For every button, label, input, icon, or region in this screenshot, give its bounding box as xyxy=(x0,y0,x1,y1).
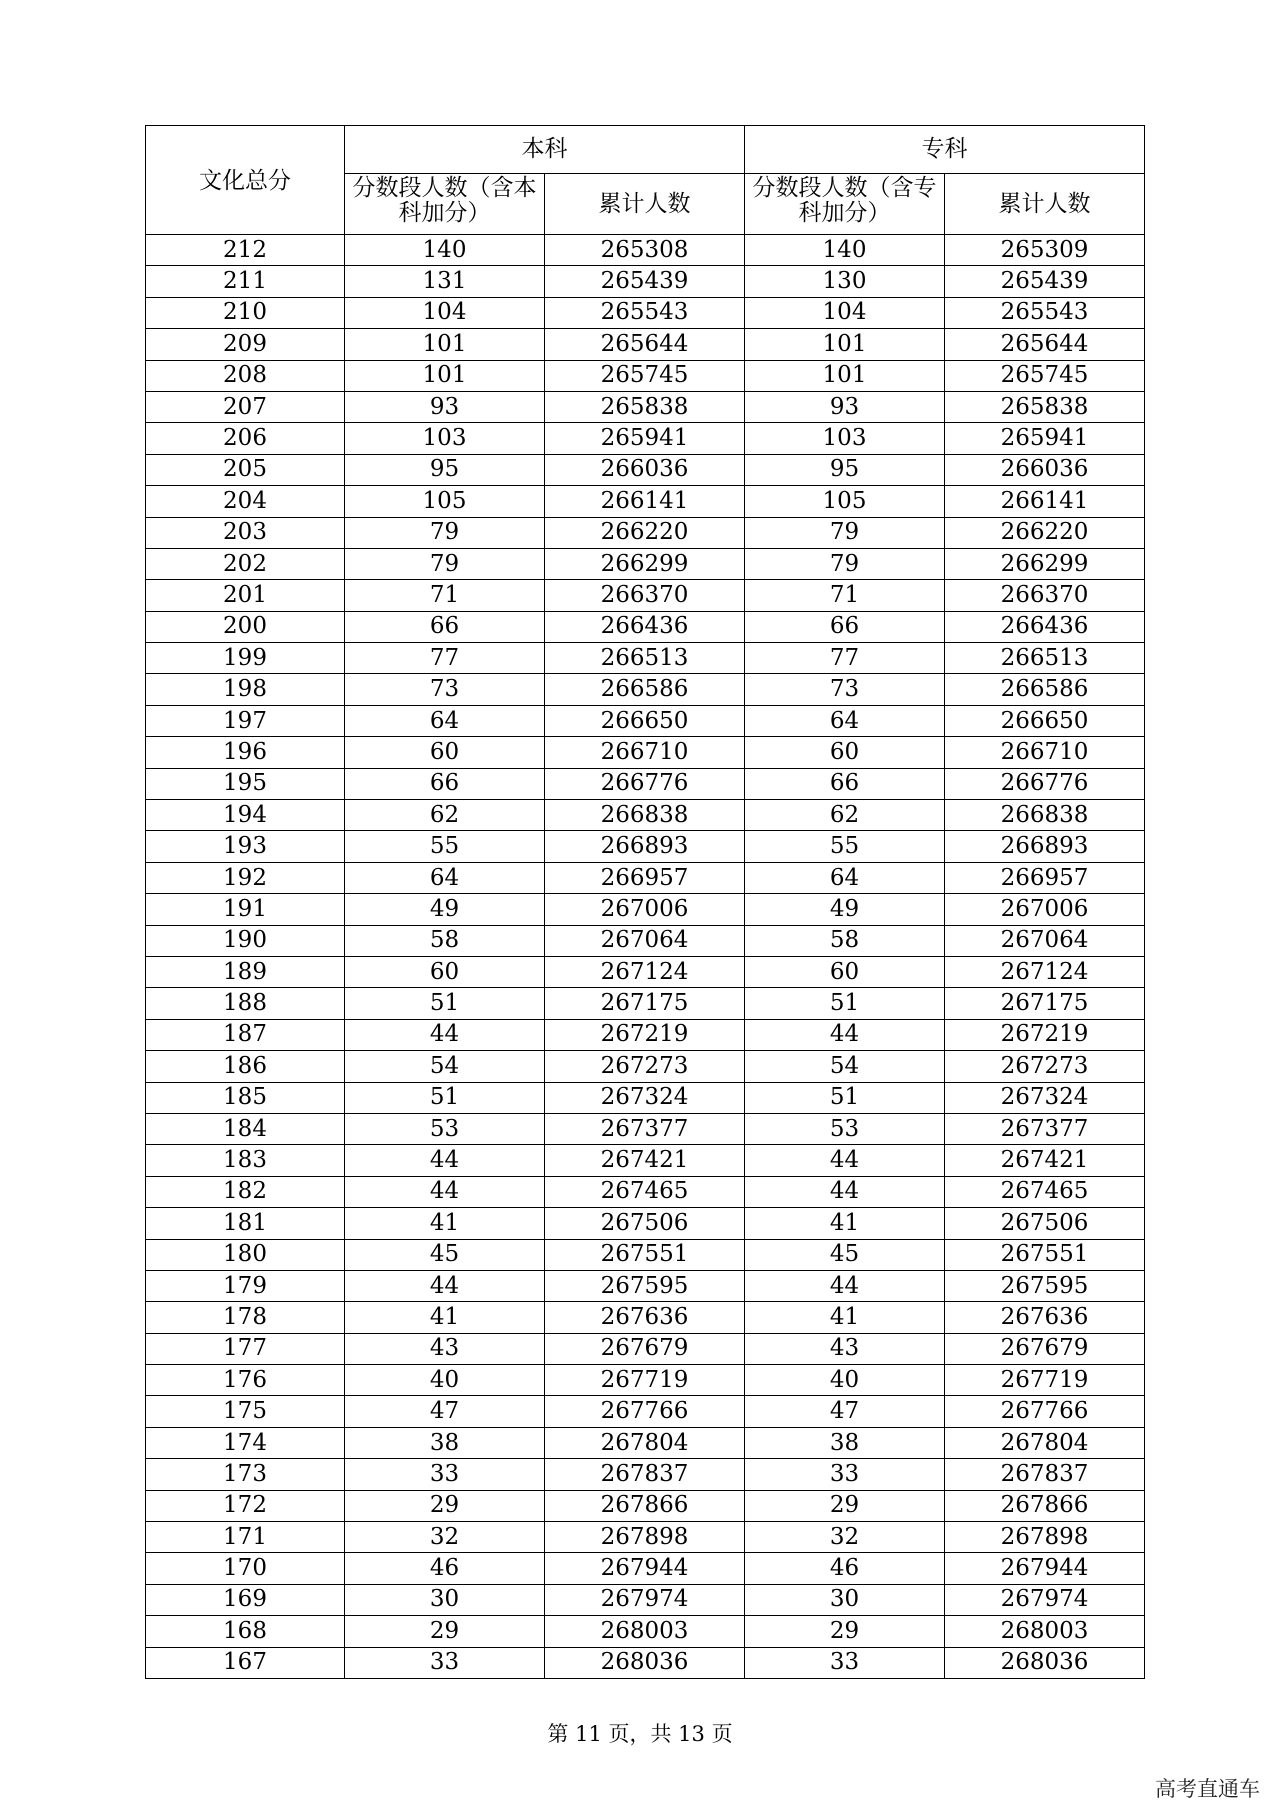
cell-undergrad-segment: 45 xyxy=(345,1239,545,1270)
table-row xyxy=(146,1333,1145,1364)
cell-score: 206 xyxy=(146,423,345,454)
cell-college-segment: 38 xyxy=(745,1427,945,1458)
cell-score: 198 xyxy=(146,674,345,705)
cell-undergrad-segment: 101 xyxy=(345,360,545,391)
table-row xyxy=(146,1396,1145,1427)
cell-undergrad-cumulative: 266838 xyxy=(545,800,745,831)
cell-score: 179 xyxy=(146,1270,345,1301)
cell-undergrad-segment: 43 xyxy=(345,1333,545,1364)
cell-college-cumulative: 266220 xyxy=(945,517,1145,548)
cell-college-cumulative: 267006 xyxy=(945,894,1145,925)
cell-college-cumulative: 266838 xyxy=(945,800,1145,831)
table-row xyxy=(146,486,1145,517)
cell-college-segment: 60 xyxy=(745,956,945,987)
cell-college-segment: 93 xyxy=(745,391,945,422)
cell-undergrad-cumulative: 267804 xyxy=(545,1427,745,1458)
cell-undergrad-cumulative: 266957 xyxy=(545,862,745,893)
cell-undergrad-segment: 101 xyxy=(345,329,545,360)
cell-undergrad-cumulative: 267465 xyxy=(545,1176,745,1207)
cell-undergrad-segment: 103 xyxy=(345,423,545,454)
table-row xyxy=(146,862,1145,893)
cell-score: 205 xyxy=(146,454,345,485)
cell-undergrad-cumulative: 267219 xyxy=(545,1019,745,1050)
cell-undergrad-cumulative: 265941 xyxy=(545,423,745,454)
cell-undergrad-cumulative: 265439 xyxy=(545,266,745,297)
cell-college-segment: 103 xyxy=(745,423,945,454)
cell-score: 191 xyxy=(146,894,345,925)
cell-undergrad-segment: 44 xyxy=(345,1019,545,1050)
cell-college-cumulative: 267944 xyxy=(945,1553,1145,1584)
cell-undergrad-segment: 64 xyxy=(345,705,545,736)
cell-college-cumulative: 267324 xyxy=(945,1082,1145,1113)
table-row xyxy=(146,391,1145,422)
cell-college-segment: 44 xyxy=(745,1145,945,1176)
cell-score: 174 xyxy=(146,1427,345,1458)
cell-undergrad-segment: 79 xyxy=(345,548,545,579)
cell-undergrad-cumulative: 266220 xyxy=(545,517,745,548)
cell-college-cumulative: 266036 xyxy=(945,454,1145,485)
cell-undergrad-segment: 95 xyxy=(345,454,545,485)
cell-undergrad-segment: 53 xyxy=(345,1113,545,1144)
cell-score: 189 xyxy=(146,956,345,987)
cell-score: 210 xyxy=(146,297,345,328)
table-body xyxy=(146,235,1145,1679)
cell-college-cumulative: 266141 xyxy=(945,486,1145,517)
cell-college-segment: 43 xyxy=(745,1333,945,1364)
cell-undergrad-cumulative: 267636 xyxy=(545,1302,745,1333)
cell-college-cumulative: 266710 xyxy=(945,737,1145,768)
cell-undergrad-segment: 71 xyxy=(345,580,545,611)
table-row xyxy=(146,705,1145,736)
cell-college-segment: 32 xyxy=(745,1522,945,1553)
table-row xyxy=(146,1239,1145,1270)
cell-college-segment: 64 xyxy=(745,705,945,736)
cell-college-cumulative: 267837 xyxy=(945,1459,1145,1490)
cell-college-cumulative: 265543 xyxy=(945,297,1145,328)
cell-college-cumulative: 267898 xyxy=(945,1522,1145,1553)
cell-undergrad-segment: 32 xyxy=(345,1522,545,1553)
cell-undergrad-segment: 60 xyxy=(345,956,545,987)
cell-undergrad-cumulative: 266141 xyxy=(545,486,745,517)
header-undergrad-segment: 分数段人数（含本科加分） xyxy=(345,174,545,235)
cell-score: 195 xyxy=(146,768,345,799)
table-row xyxy=(146,1522,1145,1553)
cell-college-cumulative: 265941 xyxy=(945,423,1145,454)
cell-score: 171 xyxy=(146,1522,345,1553)
cell-score: 172 xyxy=(146,1490,345,1521)
cell-college-cumulative: 266957 xyxy=(945,862,1145,893)
cell-undergrad-segment: 140 xyxy=(345,235,545,266)
cell-undergrad-cumulative: 267898 xyxy=(545,1522,745,1553)
cell-undergrad-cumulative: 267866 xyxy=(545,1490,745,1521)
cell-undergrad-segment: 30 xyxy=(345,1584,545,1615)
cell-undergrad-segment: 33 xyxy=(345,1459,545,1490)
cell-college-cumulative: 266299 xyxy=(945,548,1145,579)
cell-college-cumulative: 267506 xyxy=(945,1208,1145,1239)
cell-undergrad-cumulative: 265543 xyxy=(545,297,745,328)
cell-college-cumulative: 267766 xyxy=(945,1396,1145,1427)
cell-college-cumulative: 267804 xyxy=(945,1427,1145,1458)
score-distribution-table xyxy=(145,125,1145,1679)
cell-college-cumulative: 267421 xyxy=(945,1145,1145,1176)
table-row xyxy=(146,580,1145,611)
table-row xyxy=(146,674,1145,705)
cell-college-segment: 47 xyxy=(745,1396,945,1427)
cell-college-segment: 55 xyxy=(745,831,945,862)
cell-undergrad-cumulative: 267377 xyxy=(545,1113,745,1144)
cell-college-cumulative: 267465 xyxy=(945,1176,1145,1207)
table-row xyxy=(146,1427,1145,1458)
cell-college-segment: 46 xyxy=(745,1553,945,1584)
table-row xyxy=(146,360,1145,391)
cell-college-segment: 51 xyxy=(745,1082,945,1113)
cell-undergrad-cumulative: 265308 xyxy=(545,235,745,266)
cell-college-cumulative: 265439 xyxy=(945,266,1145,297)
cell-college-segment: 79 xyxy=(745,548,945,579)
cell-score: 173 xyxy=(146,1459,345,1490)
cell-undergrad-segment: 51 xyxy=(345,1082,545,1113)
cell-undergrad-segment: 93 xyxy=(345,391,545,422)
cell-undergrad-cumulative: 267766 xyxy=(545,1396,745,1427)
cell-score: 209 xyxy=(146,329,345,360)
table-row xyxy=(146,1176,1145,1207)
cell-college-cumulative: 266893 xyxy=(945,831,1145,862)
cell-undergrad-cumulative: 267944 xyxy=(545,1553,745,1584)
table-row xyxy=(146,1365,1145,1396)
cell-score: 203 xyxy=(146,517,345,548)
cell-college-segment: 66 xyxy=(745,768,945,799)
table-row xyxy=(146,831,1145,862)
table-row xyxy=(146,1553,1145,1584)
cell-college-cumulative: 266436 xyxy=(945,611,1145,642)
cell-undergrad-segment: 73 xyxy=(345,674,545,705)
table-row xyxy=(146,1019,1145,1050)
table-row xyxy=(146,1459,1145,1490)
table-row xyxy=(146,517,1145,548)
cell-college-segment: 104 xyxy=(745,297,945,328)
table-row xyxy=(146,548,1145,579)
header-college-segment: 分数段人数（含专科加分） xyxy=(745,174,945,235)
cell-college-segment: 54 xyxy=(745,1051,945,1082)
cell-score: 193 xyxy=(146,831,345,862)
cell-undergrad-segment: 49 xyxy=(345,894,545,925)
cell-undergrad-segment: 62 xyxy=(345,800,545,831)
cell-score: 168 xyxy=(146,1616,345,1647)
cell-score: 167 xyxy=(146,1647,345,1678)
cell-undergrad-cumulative: 267679 xyxy=(545,1333,745,1364)
table-row xyxy=(146,768,1145,799)
cell-college-cumulative: 266650 xyxy=(945,705,1145,736)
cell-score: 170 xyxy=(146,1553,345,1584)
cell-undergrad-segment: 66 xyxy=(345,611,545,642)
cell-college-segment: 101 xyxy=(745,360,945,391)
cell-college-segment: 58 xyxy=(745,925,945,956)
cell-score: 175 xyxy=(146,1396,345,1427)
cell-undergrad-cumulative: 266776 xyxy=(545,768,745,799)
cell-undergrad-segment: 44 xyxy=(345,1145,545,1176)
table-row xyxy=(146,1208,1145,1239)
cell-college-cumulative: 267595 xyxy=(945,1270,1145,1301)
cell-undergrad-segment: 79 xyxy=(345,517,545,548)
cell-undergrad-segment: 105 xyxy=(345,486,545,517)
cell-undergrad-segment: 51 xyxy=(345,988,545,1019)
cell-undergrad-cumulative: 267506 xyxy=(545,1208,745,1239)
table-row xyxy=(146,1082,1145,1113)
cell-undergrad-segment: 104 xyxy=(345,297,545,328)
table-row xyxy=(146,1584,1145,1615)
cell-score: 199 xyxy=(146,643,345,674)
cell-undergrad-cumulative: 266299 xyxy=(545,548,745,579)
cell-college-cumulative: 266586 xyxy=(945,674,1145,705)
cell-college-segment: 77 xyxy=(745,643,945,674)
header-college: 专科 xyxy=(745,126,1145,174)
cell-college-cumulative: 266776 xyxy=(945,768,1145,799)
cell-score: 188 xyxy=(146,988,345,1019)
table-row xyxy=(146,925,1145,956)
table-row xyxy=(146,1270,1145,1301)
page-footer: 第 11 页，共 13 页 xyxy=(547,1722,733,1746)
cell-undergrad-cumulative: 267719 xyxy=(545,1365,745,1396)
table-row xyxy=(146,737,1145,768)
cell-college-cumulative: 267719 xyxy=(945,1365,1145,1396)
cell-college-cumulative: 268003 xyxy=(945,1616,1145,1647)
cell-college-segment: 64 xyxy=(745,862,945,893)
cell-undergrad-cumulative: 268036 xyxy=(545,1647,745,1678)
cell-undergrad-segment: 131 xyxy=(345,266,545,297)
cell-undergrad-segment: 47 xyxy=(345,1396,545,1427)
cell-score: 187 xyxy=(146,1019,345,1050)
cell-undergrad-cumulative: 267175 xyxy=(545,988,745,1019)
cell-college-segment: 40 xyxy=(745,1365,945,1396)
cell-score: 194 xyxy=(146,800,345,831)
cell-undergrad-segment: 33 xyxy=(345,1647,545,1678)
cell-college-cumulative: 267273 xyxy=(945,1051,1145,1082)
cell-undergrad-cumulative: 266036 xyxy=(545,454,745,485)
cell-score: 190 xyxy=(146,925,345,956)
cell-college-segment: 71 xyxy=(745,580,945,611)
cell-undergrad-segment: 77 xyxy=(345,643,545,674)
cell-score: 204 xyxy=(146,486,345,517)
cell-undergrad-segment: 29 xyxy=(345,1490,545,1521)
cell-college-segment: 44 xyxy=(745,1176,945,1207)
cell-college-cumulative: 265838 xyxy=(945,391,1145,422)
cell-undergrad-cumulative: 266893 xyxy=(545,831,745,862)
header-undergrad: 本科 xyxy=(345,126,745,174)
cell-college-segment: 60 xyxy=(745,737,945,768)
cell-college-cumulative: 267866 xyxy=(945,1490,1145,1521)
cell-undergrad-cumulative: 267551 xyxy=(545,1239,745,1270)
cell-college-cumulative: 266513 xyxy=(945,643,1145,674)
header-score: 文化总分 xyxy=(146,126,345,235)
cell-score: 192 xyxy=(146,862,345,893)
cell-college-segment: 130 xyxy=(745,266,945,297)
cell-undergrad-segment: 54 xyxy=(345,1051,545,1082)
cell-score: 181 xyxy=(146,1208,345,1239)
cell-score: 186 xyxy=(146,1051,345,1082)
cell-college-segment: 41 xyxy=(745,1302,945,1333)
cell-college-segment: 33 xyxy=(745,1459,945,1490)
table-row xyxy=(146,894,1145,925)
table-row xyxy=(146,1051,1145,1082)
cell-undergrad-cumulative: 267324 xyxy=(545,1082,745,1113)
cell-undergrad-cumulative: 267124 xyxy=(545,956,745,987)
cell-score: 200 xyxy=(146,611,345,642)
cell-undergrad-segment: 66 xyxy=(345,768,545,799)
cell-score: 169 xyxy=(146,1584,345,1615)
cell-college-cumulative: 267377 xyxy=(945,1113,1145,1144)
cell-undergrad-cumulative: 266370 xyxy=(545,580,745,611)
cell-college-segment: 45 xyxy=(745,1239,945,1270)
cell-college-cumulative: 266370 xyxy=(945,580,1145,611)
cell-undergrad-segment: 60 xyxy=(345,737,545,768)
cell-college-segment: 62 xyxy=(745,800,945,831)
cell-undergrad-cumulative: 267837 xyxy=(545,1459,745,1490)
table-row xyxy=(146,423,1145,454)
cell-undergrad-segment: 55 xyxy=(345,831,545,862)
cell-college-cumulative: 267974 xyxy=(945,1584,1145,1615)
cell-college-cumulative: 267124 xyxy=(945,956,1145,987)
cell-undergrad-cumulative: 266586 xyxy=(545,674,745,705)
cell-undergrad-segment: 58 xyxy=(345,925,545,956)
cell-score: 207 xyxy=(146,391,345,422)
cell-undergrad-segment: 44 xyxy=(345,1270,545,1301)
table-row xyxy=(146,1302,1145,1333)
cell-score: 211 xyxy=(146,266,345,297)
cell-score: 197 xyxy=(146,705,345,736)
cell-college-segment: 30 xyxy=(745,1584,945,1615)
cell-college-cumulative: 265309 xyxy=(945,235,1145,266)
cell-college-segment: 33 xyxy=(745,1647,945,1678)
cell-college-segment: 29 xyxy=(745,1616,945,1647)
table-row xyxy=(146,800,1145,831)
cell-college-cumulative: 267551 xyxy=(945,1239,1145,1270)
cell-college-cumulative: 267064 xyxy=(945,925,1145,956)
cell-college-cumulative: 265745 xyxy=(945,360,1145,391)
cell-undergrad-segment: 46 xyxy=(345,1553,545,1584)
cell-undergrad-cumulative: 268003 xyxy=(545,1616,745,1647)
header-college-cumulative: 累计人数 xyxy=(945,174,1145,235)
cell-score: 201 xyxy=(146,580,345,611)
cell-score: 202 xyxy=(146,548,345,579)
cell-college-segment: 41 xyxy=(745,1208,945,1239)
cell-undergrad-segment: 40 xyxy=(345,1365,545,1396)
cell-college-cumulative: 267636 xyxy=(945,1302,1145,1333)
cell-score: 176 xyxy=(146,1365,345,1396)
table-row xyxy=(146,1647,1145,1678)
cell-college-segment: 66 xyxy=(745,611,945,642)
cell-undergrad-cumulative: 267595 xyxy=(545,1270,745,1301)
table-row xyxy=(146,1616,1145,1647)
cell-undergrad-cumulative: 267064 xyxy=(545,925,745,956)
cell-college-cumulative: 267175 xyxy=(945,988,1145,1019)
cell-college-segment: 73 xyxy=(745,674,945,705)
cell-college-cumulative: 268036 xyxy=(945,1647,1145,1678)
cell-undergrad-cumulative: 266436 xyxy=(545,611,745,642)
cell-undergrad-cumulative: 267974 xyxy=(545,1584,745,1615)
cell-undergrad-cumulative: 267421 xyxy=(545,1145,745,1176)
cell-score: 212 xyxy=(146,235,345,266)
table-row xyxy=(146,1113,1145,1144)
table-row xyxy=(146,297,1145,328)
cell-college-segment: 44 xyxy=(745,1019,945,1050)
table-row xyxy=(146,643,1145,674)
cell-score: 208 xyxy=(146,360,345,391)
cell-undergrad-cumulative: 266513 xyxy=(545,643,745,674)
cell-score: 196 xyxy=(146,737,345,768)
table-row xyxy=(146,611,1145,642)
table-row xyxy=(146,454,1145,485)
table-row xyxy=(146,266,1145,297)
cell-college-cumulative: 265644 xyxy=(945,329,1145,360)
header-undergrad-cumulative: 累计人数 xyxy=(545,174,745,235)
cell-undergrad-segment: 44 xyxy=(345,1176,545,1207)
watermark-text: 高考直通车 xyxy=(1155,1777,1260,1801)
table-row xyxy=(146,329,1145,360)
table-row xyxy=(146,1145,1145,1176)
cell-score: 178 xyxy=(146,1302,345,1333)
cell-college-segment: 49 xyxy=(745,894,945,925)
cell-college-segment: 101 xyxy=(745,329,945,360)
table-row xyxy=(146,1490,1145,1521)
cell-undergrad-cumulative: 265838 xyxy=(545,391,745,422)
cell-undergrad-segment: 64 xyxy=(345,862,545,893)
cell-college-cumulative: 267219 xyxy=(945,1019,1145,1050)
cell-college-segment: 51 xyxy=(745,988,945,1019)
cell-undergrad-segment: 29 xyxy=(345,1616,545,1647)
cell-college-segment: 44 xyxy=(745,1270,945,1301)
cell-score: 183 xyxy=(146,1145,345,1176)
cell-college-segment: 29 xyxy=(745,1490,945,1521)
table-row xyxy=(146,988,1145,1019)
cell-undergrad-segment: 41 xyxy=(345,1208,545,1239)
cell-undergrad-cumulative: 266710 xyxy=(545,737,745,768)
table-row xyxy=(146,956,1145,987)
cell-undergrad-cumulative: 265644 xyxy=(545,329,745,360)
table-row xyxy=(146,235,1145,266)
cell-undergrad-cumulative: 265745 xyxy=(545,360,745,391)
cell-undergrad-cumulative: 267006 xyxy=(545,894,745,925)
cell-college-segment: 105 xyxy=(745,486,945,517)
cell-undergrad-segment: 38 xyxy=(345,1427,545,1458)
cell-college-segment: 53 xyxy=(745,1113,945,1144)
cell-college-cumulative: 267679 xyxy=(945,1333,1145,1364)
cell-score: 184 xyxy=(146,1113,345,1144)
cell-score: 180 xyxy=(146,1239,345,1270)
cell-college-segment: 79 xyxy=(745,517,945,548)
cell-score: 185 xyxy=(146,1082,345,1113)
cell-undergrad-cumulative: 266650 xyxy=(545,705,745,736)
cell-undergrad-cumulative: 267273 xyxy=(545,1051,745,1082)
cell-college-segment: 95 xyxy=(745,454,945,485)
cell-score: 182 xyxy=(146,1176,345,1207)
cell-college-segment: 140 xyxy=(745,235,945,266)
cell-score: 177 xyxy=(146,1333,345,1364)
cell-undergrad-segment: 41 xyxy=(345,1302,545,1333)
